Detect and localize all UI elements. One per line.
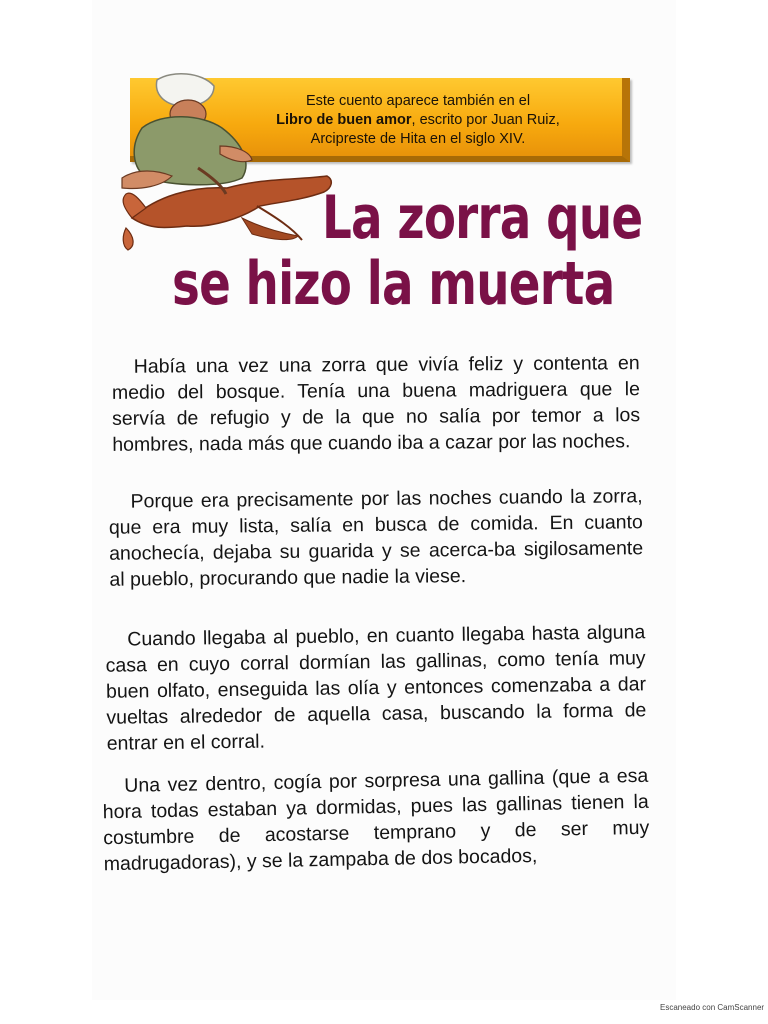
paragraph-1-text: Había una vez una zorra que vivía feliz y contenta en medio del bosque. Tenía una buena madriguera que le servía de refugio y de la que no salía por temor a los hombres, nada más que cuando iba a cazar por las noches. — [111, 352, 641, 456]
man-figure — [122, 74, 252, 194]
banner-line-1: Este cuento aparece también en el — [305, 93, 531, 109]
book-title: Libro de buen amor — [276, 112, 412, 128]
title-line-2: se hizo la muerta — [172, 249, 615, 319]
paragraph-3-text: Cuando llegaba al pueblo, en cuanto llegaba hasta alguna casa en cuyo corral dormían las gallinas, como tenía muy buen olfato, enseguida las olía y entonces comenzaba a dar vueltas alrededor de aquella casa, buscando la forma de entrar en el corral. — [105, 621, 647, 755]
scanner-watermark: Escaneado con CamScanner — [660, 1003, 765, 1012]
scan-margin-right — [676, 0, 768, 1024]
paragraph-1 — [112, 350, 641, 458]
man-and-fox-illustration — [102, 68, 342, 258]
paragraph-2 — [108, 483, 643, 593]
paragraph-2-text: Porque era precisamente por las noches cuando la zorra, que era muy lista, salía en busca de comida. En cuanto anochecía, dejaba su guarida y se acerca-ba sigilosamente al pueblo, procurando que nadie la viese. — [108, 485, 644, 591]
paragraph-4 — [102, 763, 650, 877]
banner-line-2-rest: , escrito por Juan Ruiz, — [411, 112, 560, 128]
paragraph-3 — [105, 619, 647, 757]
banner-line-3: Arcipreste de Hita en el siglo XIV. — [310, 131, 526, 147]
scan-margin-left — [0, 0, 92, 1024]
fox-figure — [123, 176, 331, 250]
paragraph-4-text: Una vez dentro, cogía por sorpresa una gallina (que a esa hora todas estaban ya dormidas, pues las gallinas tienen la costumbre de acostarse temprano y de ser muy madrugadoras), y se la zampaba de dos bocados, — [102, 764, 650, 876]
title-line-1: La zorra que — [322, 183, 643, 253]
